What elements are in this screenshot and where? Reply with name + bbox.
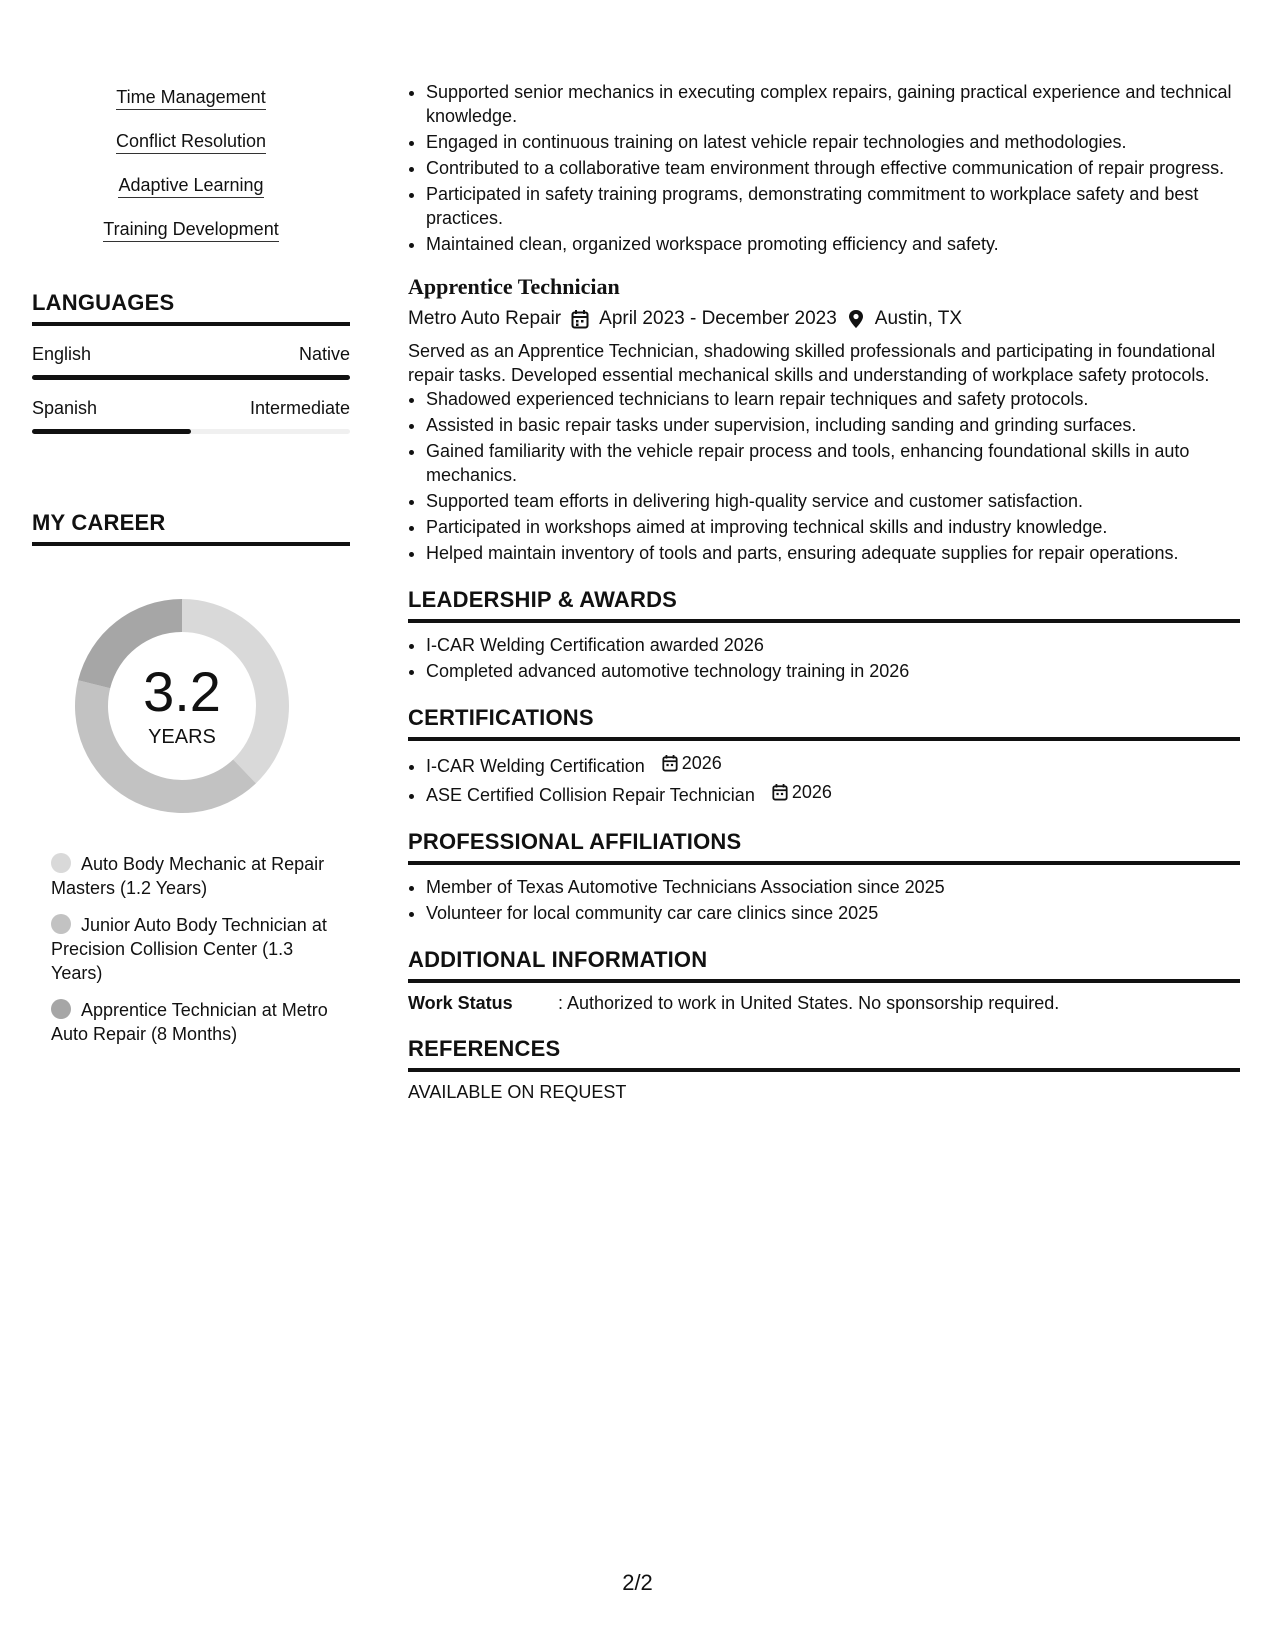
legend-dot bbox=[51, 999, 71, 1019]
certification-item bbox=[426, 780, 1240, 807]
legend-dot bbox=[51, 853, 71, 873]
calendar-icon bbox=[662, 754, 678, 772]
legend-label: Apprentice Technician at Metro Auto Repair (8 Months) bbox=[51, 1000, 328, 1044]
legend-item bbox=[51, 998, 331, 1046]
bullet-item: • Participated in workshops aimed at improving technical skills and industry knowledge. bbox=[426, 515, 1240, 539]
skill-item: Time Management bbox=[116, 86, 265, 110]
references-text: AVAILABLE ON REQUEST bbox=[408, 1082, 627, 1102]
bullet-item: • Contributed to a collaborative team environment through effective communication of repair progress. bbox=[426, 156, 1240, 180]
languages-section bbox=[32, 290, 350, 434]
bullet-item: • Supported senior mechanics in executing complex repairs, gaining practical experience and technical knowledge. bbox=[426, 80, 1240, 128]
leadership-section bbox=[408, 587, 1240, 683]
bullet-item: • Gained familiarity with the vehicle repair process and tools, enhancing foundational skills in auto mechanics. bbox=[426, 439, 1240, 487]
language-name: Spanish bbox=[32, 398, 98, 418]
certification-year: 2026 bbox=[681, 753, 722, 773]
additional-info-section bbox=[408, 947, 1240, 1014]
bullet-item: • Supported team efforts in delivering high-quality service and customer satisfaction. bbox=[426, 489, 1240, 513]
certification-name: I-CAR Welding Certification bbox=[426, 756, 645, 776]
job-location: Austin, TX bbox=[874, 308, 963, 329]
career-legend bbox=[32, 852, 331, 1046]
certification-name: ASE Certified Collision Repair Technician bbox=[426, 785, 755, 805]
prev-job-bullets bbox=[408, 80, 1240, 256]
language-bar bbox=[32, 429, 350, 434]
career-title: MY CAREER bbox=[32, 510, 350, 546]
bullet-item: • I-CAR Welding Certification awarded 2026 bbox=[426, 633, 1240, 657]
sidebar bbox=[32, 0, 350, 1059]
page-number: 2/2 bbox=[622, 1570, 653, 1595]
language-bar bbox=[32, 375, 350, 380]
certifications-title: CERTIFICATIONS bbox=[408, 705, 1240, 741]
job-description: Served as an Apprentice Technician, shadowing skilled professionals and participating in foundational repair tasks. Developed essential mechanical skills and understanding of workplace safety protocols. bbox=[408, 341, 1216, 385]
job-meta bbox=[408, 308, 1240, 330]
job-dates: April 2023 - December 2023 bbox=[599, 308, 837, 329]
language-item bbox=[32, 398, 350, 434]
legend-label: Junior Auto Body Technician at Precision Collision Center (1.3 Years) bbox=[51, 915, 327, 983]
bullet-item: • Participated in safety training programs, demonstrating commitment to workplace safety and best practices. bbox=[426, 182, 1240, 230]
work-status-label: Work Status bbox=[408, 993, 513, 1013]
skills-list bbox=[32, 86, 350, 242]
legend-label: Auto Body Mechanic at Repair Masters (1.2 Years) bbox=[51, 854, 325, 898]
bullet-item: • Member of Texas Automotive Technicians Association since 2025 bbox=[426, 875, 1240, 899]
certification-year: 2026 bbox=[791, 782, 832, 802]
career-section bbox=[32, 510, 350, 1046]
skill-item: Training Development bbox=[103, 218, 278, 242]
languages-title: LANGUAGES bbox=[32, 290, 350, 326]
bullet-item: • Completed advanced automotive technology training in 2026 bbox=[426, 659, 1240, 683]
affiliations-section bbox=[408, 829, 1240, 925]
skill-item: Adaptive Learning bbox=[118, 174, 263, 198]
job-company: Metro Auto Repair bbox=[408, 308, 562, 329]
bullet-item: • Volunteer for local community car care clinics since 2025 bbox=[426, 901, 1240, 925]
legend-item bbox=[51, 913, 331, 985]
calendar-icon bbox=[571, 309, 589, 329]
bullet-item: • Helped maintain inventory of tools and parts, ensuring adequate supplies for repair operations. bbox=[426, 541, 1240, 565]
job-title: Apprentice Technician bbox=[408, 274, 620, 299]
bullet-item: • Assisted in basic repair tasks under supervision, including sanding and grinding surfaces. bbox=[426, 413, 1240, 437]
language-level: Intermediate bbox=[249, 398, 350, 418]
bullet-item: • Shadowed experienced technicians to learn repair techniques and safety protocols. bbox=[426, 387, 1240, 411]
job-entry bbox=[408, 274, 1240, 565]
language-name: English bbox=[32, 344, 92, 364]
leadership-title: LEADERSHIP & AWARDS bbox=[408, 587, 1240, 623]
job-bullets bbox=[408, 387, 1240, 565]
language-level: Native bbox=[298, 344, 350, 364]
bullet-item: • Maintained clean, organized workspace promoting efficiency and safety. bbox=[426, 232, 1240, 256]
bullet-item: • Engaged in continuous training on latest vehicle repair technologies and methodologies. bbox=[426, 130, 1240, 154]
references-title: REFERENCES bbox=[408, 1036, 1240, 1072]
references-section bbox=[408, 1036, 1240, 1103]
work-status-value: : Authorized to work in United States. No sponsorship required. bbox=[558, 993, 1060, 1013]
affiliations-title: PROFESSIONAL AFFILIATIONS bbox=[408, 829, 1240, 865]
career-total: 3.2 bbox=[143, 659, 221, 723]
calendar-icon bbox=[772, 783, 788, 801]
career-unit: YEARS bbox=[148, 725, 216, 748]
skill-item: Conflict Resolution bbox=[116, 130, 266, 154]
location-pin-icon bbox=[847, 309, 865, 329]
language-bar-fill bbox=[32, 375, 350, 380]
language-item bbox=[32, 344, 350, 380]
legend-item bbox=[51, 852, 331, 900]
certifications-section bbox=[408, 705, 1240, 807]
legend-dot bbox=[51, 914, 71, 934]
career-donut-chart bbox=[62, 586, 302, 826]
certification-item bbox=[426, 751, 1240, 778]
additional-info-title: ADDITIONAL INFORMATION bbox=[408, 947, 1240, 983]
main-column bbox=[408, 0, 1240, 1103]
language-bar-fill bbox=[32, 429, 191, 434]
